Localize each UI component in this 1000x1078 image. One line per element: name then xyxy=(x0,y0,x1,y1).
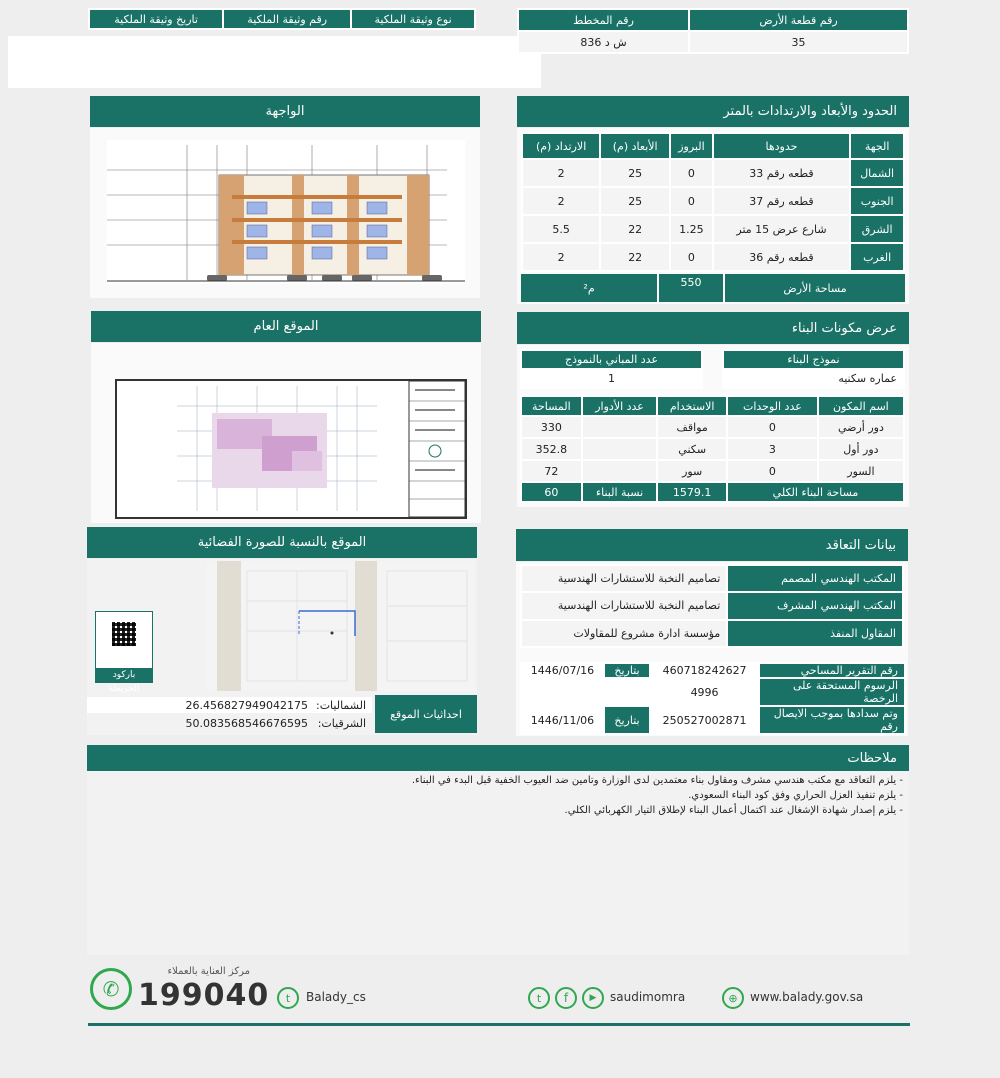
dim-row-side: الشرق xyxy=(850,215,904,243)
property-doc-number-header: رقم وثيقة الملكية xyxy=(223,9,351,29)
comp-header-units: عدد الوحدات xyxy=(727,396,818,416)
dimensions-title: الحدود والأبعاد والارتدادات بالمتر xyxy=(723,104,897,119)
north-label: الشماليات: xyxy=(315,698,366,712)
dim-row-setback: 5.5 xyxy=(522,215,600,243)
site-plan-drawing xyxy=(115,379,467,519)
redacted-block xyxy=(8,36,541,88)
facade-title: الواجهة xyxy=(265,104,305,119)
survey-value: 460718242627 xyxy=(650,663,759,678)
general-site-panel xyxy=(91,343,481,523)
footer xyxy=(88,962,910,1026)
supervisor-value: تصاميم النخبة للاستشارات الهندسية xyxy=(521,592,727,619)
dim-header-length: الأبعاد (م) xyxy=(600,133,670,159)
count-block xyxy=(520,349,703,389)
dim-row-projection: 0 xyxy=(670,159,712,187)
dim-row-projection: 0 xyxy=(670,187,712,215)
dim-row-projection: 0 xyxy=(670,243,712,271)
top-left-table xyxy=(88,8,476,30)
comp-row-floors xyxy=(582,460,658,482)
comp-row-units: 0 xyxy=(727,416,818,438)
fees-table xyxy=(520,662,906,733)
model-value: عماره سكنيه xyxy=(723,369,904,388)
contracting-header xyxy=(516,529,908,561)
dim-row-boundary: قطعه رقم 33 xyxy=(713,159,851,187)
dim-row-length: 25 xyxy=(600,159,670,187)
plan-number-value: ش د 836 xyxy=(518,31,689,53)
contracting-panel xyxy=(516,562,908,736)
footer-rule xyxy=(88,1023,910,1026)
paid-date-label: بتاريخ xyxy=(604,706,650,734)
land-area-row xyxy=(521,274,905,302)
plan-number-header: رقم المخطط xyxy=(518,9,689,31)
land-area-label: مساحة الأرض xyxy=(723,274,905,302)
dim-row-side: الجنوب xyxy=(850,187,904,215)
north-value: 26.456827949042175 xyxy=(185,698,308,712)
comp-row-use: سور xyxy=(657,460,727,482)
barcode-label: باركود الخريطة xyxy=(96,668,152,682)
phone-number[interactable]: 199040 xyxy=(138,978,270,1013)
comp-row-name: السور xyxy=(818,460,904,482)
comp-row-use: سكني xyxy=(657,438,727,460)
components-table xyxy=(520,395,905,503)
dim-header-side: الجهة xyxy=(850,133,904,159)
note-item: - يلزم تنفيذ العزل الحراري وفق كود البناء السعودي. xyxy=(688,790,903,801)
building-components-header xyxy=(517,312,909,344)
satellite-map xyxy=(207,561,475,691)
north-coord-row xyxy=(87,697,372,713)
phone-icon: ✆ xyxy=(90,968,132,1010)
dim-header-projection: البروز xyxy=(670,133,712,159)
dim-row-length: 22 xyxy=(600,215,670,243)
comp-header-name: اسم المكون xyxy=(818,396,904,416)
east-label: الشرقيات: xyxy=(317,716,366,730)
map-barcode[interactable] xyxy=(95,611,153,694)
comp-row-name: دور أول xyxy=(818,438,904,460)
total-area-value: 1579.1 xyxy=(657,482,727,502)
supervisor-label: المكتب الهندسي المشرف xyxy=(727,592,903,619)
dim-header-setback: الارتداد (م) xyxy=(522,133,600,159)
comp-row-area: 352.8 xyxy=(521,438,582,460)
dim-row-projection: 1.25 xyxy=(670,215,712,243)
dim-row-side: الغرب xyxy=(850,243,904,271)
fees-value: 4996 xyxy=(650,678,759,706)
comp-row-area: 330 xyxy=(521,416,582,438)
east-coord-row xyxy=(87,715,372,731)
contracting-title: بيانات التعاقد xyxy=(825,537,896,553)
paid-date-value: 1446/11/06 xyxy=(521,706,604,734)
survey-label: رقم التقرير المساحي xyxy=(759,663,905,678)
facade-header xyxy=(90,96,480,127)
notes-title: ملاحظات xyxy=(847,750,897,766)
note-item: - يلزم التعاقد مع مكتب هندسي مشرف ومقاول بناء معتمدين لدى الوزارة وتامين ضد العيوب الخفية قبل البدء في البناء. xyxy=(411,775,903,786)
land-area-unit: م² xyxy=(521,274,657,302)
dim-row-setback: 2 xyxy=(522,243,600,271)
survey-date-value: 1446/07/16 xyxy=(521,663,604,678)
satellite-panel xyxy=(87,559,477,735)
dimensions-table xyxy=(521,132,905,272)
comp-row-units: 0 xyxy=(727,460,818,482)
website-link[interactable]: www.balady.gov.sa xyxy=(750,990,864,1004)
paid-label: وتم سدادها بموجب الايصال رقم xyxy=(759,706,905,734)
comp-row-use: مواقف xyxy=(657,416,727,438)
youtube-icon[interactable]: ▶ xyxy=(582,987,604,1009)
build-ratio-value: 60 xyxy=(521,482,582,502)
count-value: 1 xyxy=(521,369,702,388)
social-handle[interactable]: saudimomra xyxy=(610,990,686,1004)
twitter-handle[interactable]: Balady_cs xyxy=(306,990,366,1004)
notes-header xyxy=(87,745,909,771)
survey-date-label: بتاريخ xyxy=(604,663,650,678)
property-doc-date-header: تاريخ وثيقة الملكية xyxy=(89,9,223,29)
dim-row-setback: 2 xyxy=(522,159,600,187)
facebook-icon[interactable]: f xyxy=(555,987,577,1009)
dimensions-header xyxy=(517,96,909,127)
globe-icon: ⊕ xyxy=(722,987,744,1009)
plot-number-value: 35 xyxy=(689,31,908,53)
dim-row-boundary: قطعه رقم 36 xyxy=(713,243,851,271)
building-components-panel xyxy=(517,345,909,507)
notes-panel xyxy=(87,771,909,955)
comp-row-floors xyxy=(582,438,658,460)
comp-header-floors: عدد الأدوار xyxy=(582,396,658,416)
qr-code-icon xyxy=(112,622,136,646)
paid-value: 250527002871 xyxy=(650,706,759,734)
coords-label: احداثيات الموقع xyxy=(375,695,477,733)
twitter-icon[interactable]: t xyxy=(277,987,299,1009)
twitter-icon[interactable]: t xyxy=(528,987,550,1009)
comp-row-floors xyxy=(582,416,658,438)
contract-table xyxy=(520,564,904,648)
dimensions-panel xyxy=(517,128,909,304)
satellite-title: الموقع بالنسبة للصورة الفضائية xyxy=(197,535,367,550)
designer-value: تصاميم النخبة للاستشارات الهندسية xyxy=(521,565,727,592)
dim-row-side: الشمال xyxy=(850,159,904,187)
note-item: - يلزم إصدار شهادة الإشغال عند اكتمال أعمال البناء لإطلاق التيار الكهربائي الكلي. xyxy=(564,805,903,816)
dim-row-length: 25 xyxy=(600,187,670,215)
east-value: 50.083568546676595 xyxy=(185,716,308,730)
fees-label: الرسوم المستحقة على الرخصة xyxy=(759,678,905,706)
comp-row-name: دور أرضي xyxy=(818,416,904,438)
comp-row-units: 3 xyxy=(727,438,818,460)
total-area-label: مساحة البناء الكلي xyxy=(727,482,904,502)
facade-drawing xyxy=(107,140,465,284)
plot-number-header: رقم قطعة الأرض xyxy=(689,9,908,31)
model-block xyxy=(722,349,905,389)
top-right-table xyxy=(517,8,909,54)
contractor-label: المقاول المنفذ xyxy=(727,620,903,647)
fees-empty xyxy=(521,678,650,706)
dim-row-boundary: قطعه رقم 37 xyxy=(713,187,851,215)
designer-label: المكتب الهندسي المصمم xyxy=(727,565,903,592)
dim-row-setback: 2 xyxy=(522,187,600,215)
comp-header-use: الاستخدام xyxy=(657,396,727,416)
count-label: عدد المباني بالنموذج xyxy=(521,350,702,369)
contractor-value: مؤسسة ادارة مشروع للمقاولات xyxy=(521,620,727,647)
dim-row-length: 22 xyxy=(600,243,670,271)
dim-header-boundary: حدودها xyxy=(713,133,851,159)
build-ratio-label: نسبة البناء xyxy=(582,482,658,502)
building-components-title: عرض مكونات البناء xyxy=(791,320,897,336)
care-label: مركز العناية بالعملاء xyxy=(167,966,250,977)
property-doc-type-header: نوع وثيقة الملكية xyxy=(351,9,475,29)
general-site-header xyxy=(91,311,481,342)
model-label: نموذج البناء xyxy=(723,350,904,369)
comp-header-area: المساحة xyxy=(521,396,582,416)
comp-row-area: 72 xyxy=(521,460,582,482)
dim-row-boundary: شارع عرض 15 متر xyxy=(713,215,851,243)
land-area-value: 550 xyxy=(657,274,723,302)
general-site-title: الموقع العام xyxy=(253,319,319,334)
facade-panel xyxy=(90,128,480,298)
satellite-header xyxy=(87,527,477,558)
